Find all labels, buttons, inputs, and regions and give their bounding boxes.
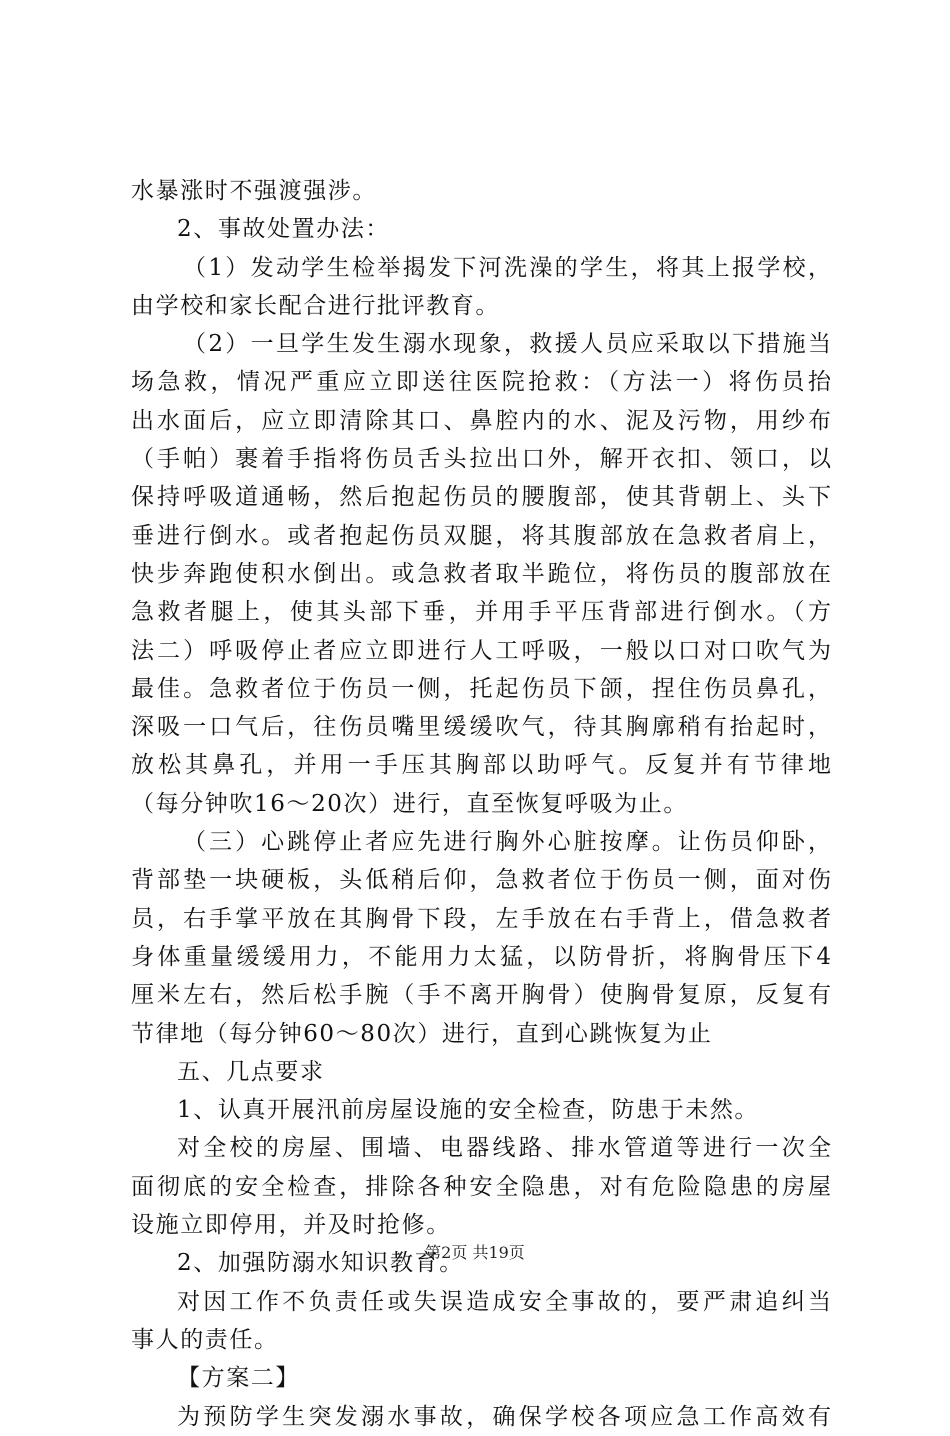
text-line: 五、几点要求 <box>177 1058 325 1085</box>
text-line: 对全校的房屋、围墙、电器线路、排水管道等进行一次全 <box>177 1135 831 1162</box>
text-line: 保持呼吸道通畅，然后抱起伤员的腰腹部，使其背朝上、头下 <box>131 484 831 511</box>
text-line: 身体重量缓缓用力，不能用力太猛，以防骨折，将胸骨压下4 <box>131 943 831 970</box>
text-line: 由学校和家长配合进行批评教育。 <box>131 292 500 319</box>
page-footer: 第2页 共19页 <box>425 1243 525 1262</box>
text-line: 水暴涨时不强渡强涉。 <box>131 178 377 204</box>
text-line: （手帕）裹着手指将伤员舌头拉出口外，解开衣扣、领口，以 <box>131 446 831 473</box>
text-line: 快步奔跑使积水倒出。或急救者取半跪位，将伤员的腹部放在 <box>131 560 831 587</box>
text-line: 1、认真开展汛前房屋设施的安全检查，防患于未然。 <box>177 1097 760 1124</box>
text-line: 2、加强防溺水知识教育。 <box>177 1250 464 1277</box>
text-line: 最佳。急救者位于伤员一侧，托起伤员下颌，捏住伤员鼻孔， <box>131 675 831 702</box>
text-line: （2）一旦学生发生溺水现象，救援人员应采取以下措施当 <box>183 331 831 358</box>
text-line: 2、事故处置办法： <box>177 216 391 243</box>
text-line: 员，右手掌平放在其胸骨下段，左手放在右手背上，借急救者 <box>131 905 831 932</box>
text-line: 场急救，情况严重应立即送往医院抢救：（方法一）将伤员抬 <box>131 369 831 396</box>
text-line: 节律地（每分钟60～80次）进行，直到心跳恢复为止 <box>131 1020 713 1047</box>
text-line: 放松其鼻孔，并用一手压其胸部以助呼气。反复并有节律地 <box>131 752 831 779</box>
text-line: 【方案二】 <box>177 1365 300 1392</box>
text-line: （每分钟吹16～20次）进行，直至恢复呼吸为止。 <box>131 790 688 817</box>
text-line: 面彻底的安全检查，排除各种安全隐患，对有危险隐患的房屋 <box>131 1173 831 1200</box>
text-line: 设施立即停用，并及时抢修。 <box>131 1212 451 1239</box>
text-line: 为预防学生突发溺水事故，确保学校各项应急工作高效有 <box>177 1403 831 1430</box>
text-line: 深吸一口气后，往伤员嘴里缓缓吹气，待其胸廓稍有抬起时， <box>131 714 831 741</box>
text-line: 急救者腿上，使其头部下垂，并用手平压背部进行倒水。（方 <box>131 599 831 626</box>
text-line: 背部垫一块硬板，头低稍后仰，急救者位于伤员一侧，面对伤 <box>131 867 831 894</box>
text-line: （三）心跳停止者应先进行胸外心脏按摩。让伤员仰卧， <box>183 829 831 856</box>
text-line: 垂进行倒水。或者抱起伤员双腿，将其腹部放在急救者肩上， <box>131 522 831 549</box>
text-line: 出水面后，应立即清除其口、鼻腔内的水、泥及污物，用纱布 <box>131 407 831 434</box>
text-line: 事人的责任。 <box>131 1326 279 1353</box>
text-line: 厘米左右，然后松手腕（手不离开胸骨）使胸骨复原，反复有 <box>131 982 831 1009</box>
text-line: 法二）呼吸停止者应立即进行人工呼吸，一般以口对口吹气为 <box>131 637 831 664</box>
text-line: 对因工作不负责任或失误造成安全事故的，要严肃追纠当 <box>177 1288 831 1315</box>
text-line: （1）发动学生检举揭发下河洗澡的学生，将其上报学校， <box>183 254 831 281</box>
